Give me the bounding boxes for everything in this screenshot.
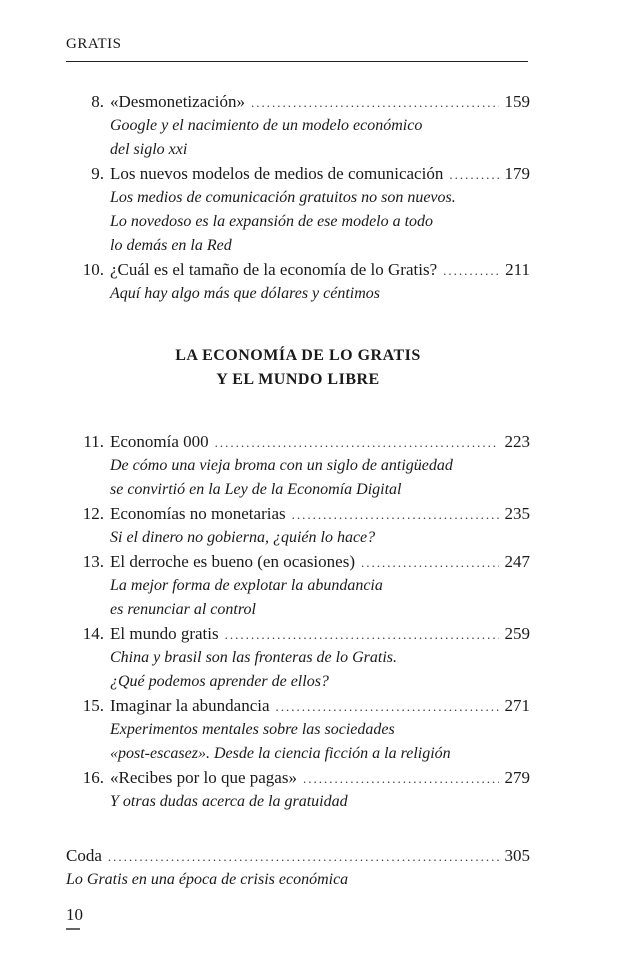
toc-entry	[66, 430, 530, 502]
toc-entry-page: 223	[504, 432, 530, 451]
section-heading-line-2: Y EL MUNDO LIBRE	[216, 371, 380, 388]
running-head: GRATIS	[66, 36, 122, 52]
toc-entry-subtitle: Si el dinero no gobierna, ¿quién lo hace?	[110, 529, 376, 546]
toc-part-2	[66, 430, 530, 814]
toc-entry-number: 11.	[83, 432, 104, 451]
header-rule	[66, 61, 528, 62]
toc-entry-subtitle: Aquí hay algo más que dólares y céntimos	[110, 285, 381, 302]
toc-entry-title: Economías no monetarias	[110, 504, 286, 523]
toc-entry-subtitle: Los medios de comunicación gratuitos no son nuevos.	[110, 189, 456, 206]
toc-entry-title: El mundo gratis	[110, 624, 219, 643]
toc-entry-page: 211	[505, 260, 530, 279]
toc-entry-title: ¿Cuál es el tamaño de la economía de lo Gratis?	[110, 260, 438, 279]
toc-entry-subtitle: Y otras dudas acerca de la gratuidad	[110, 793, 348, 810]
toc-entry-title: «Recibes por lo que pagas»	[110, 768, 297, 787]
toc-entry-subtitle: De cómo una vieja broma con un siglo de antigüedad	[110, 457, 453, 474]
toc-entry	[66, 550, 530, 622]
toc-entry-number: 15.	[82, 696, 104, 715]
toc-entry-number: 14.	[82, 624, 104, 643]
dot-leader	[292, 503, 499, 527]
toc-entry-line	[66, 622, 530, 646]
toc-entry-subtitle: Lo Gratis en una época de crisis económica	[66, 871, 349, 888]
dot-leader	[225, 623, 499, 647]
toc-entry-title: Los nuevos modelos de medios de comunicación	[110, 164, 444, 183]
footer-mark	[66, 928, 80, 930]
section-heading-line-1: LA ECONOMÍA DE LO GRATIS	[175, 347, 421, 364]
toc-entry-subtitle: China y brasil son las fronteras de lo Gratis.	[110, 649, 397, 666]
toc-entry-title: «Desmonetización»	[110, 92, 246, 111]
dot-leader	[449, 163, 498, 187]
toc-entry	[66, 162, 530, 258]
toc-entry-subtitle: La mejor forma de explotar la abundancia	[110, 577, 383, 594]
toc-entry-title: Economía 000	[110, 432, 209, 451]
toc-entry-page: 271	[504, 696, 530, 715]
toc-entry-line	[66, 844, 530, 868]
toc-entry-page: 235	[504, 504, 530, 523]
toc-entry-line	[66, 766, 530, 790]
toc-entry-page: 279	[504, 768, 530, 787]
toc-entry	[66, 622, 530, 694]
toc-entry-subtitle: es renunciar al control	[110, 601, 256, 618]
dot-leader	[215, 431, 499, 455]
toc-entry	[66, 90, 530, 162]
dot-leader	[276, 695, 499, 719]
table-of-contents	[66, 90, 530, 892]
toc-entry	[66, 502, 530, 550]
toc-entry-number: 12.	[82, 504, 104, 523]
dot-leader	[108, 845, 499, 869]
toc-entry-page: 259	[504, 624, 530, 643]
toc-entry-subtitle: Google y el nacimiento de un modelo económico	[110, 117, 423, 134]
toc-entry-subtitle: «post-escasez». Desde la ciencia ficción a la religión	[110, 745, 451, 762]
toc-entry-line	[66, 430, 530, 454]
toc-entry-subtitle: se convirtió en la Ley de la Economía Digital	[110, 481, 402, 498]
toc-entry-number: 8.	[91, 92, 104, 111]
toc-entry-coda	[66, 844, 530, 892]
toc-entry-title: El derroche es bueno (en ocasiones)	[110, 552, 355, 571]
toc-entry-page: 305	[504, 846, 530, 865]
dot-leader	[361, 551, 499, 575]
toc-entry-line	[66, 90, 530, 114]
dot-leader	[303, 767, 499, 791]
toc-entry-subtitle: ¿Qué podemos aprender de ellos?	[110, 673, 329, 690]
dot-leader	[251, 91, 498, 115]
toc-entry-line	[66, 502, 530, 526]
dot-leader	[443, 259, 499, 283]
toc-entry-subtitle: lo demás en la Red	[110, 237, 232, 254]
toc-entry-line	[66, 694, 530, 718]
toc-entry	[66, 258, 530, 306]
toc-entry-number: 13.	[82, 552, 104, 571]
toc-entry-line	[66, 162, 530, 186]
toc-entry-title: Imaginar la abundancia	[110, 696, 270, 715]
toc-part-1	[66, 90, 530, 306]
toc-entry-subtitle: Experimentos mentales sobre las sociedades	[110, 721, 395, 738]
toc-entry-number: 9.	[91, 164, 104, 183]
section-heading	[66, 344, 530, 392]
toc-entry-number: 10.	[82, 260, 104, 279]
toc-entry	[66, 694, 530, 766]
toc-entry-line	[66, 550, 530, 574]
toc-entry-line	[66, 258, 530, 282]
toc-entry-page: 247	[504, 552, 530, 571]
toc-entry-number: 16.	[82, 768, 104, 787]
toc-entry-subtitle: Lo novedoso es la expansión de ese modelo a todo	[110, 213, 434, 230]
toc-entry-title: Coda	[66, 846, 102, 865]
page-number: 10	[66, 905, 83, 924]
toc-entry	[66, 766, 530, 814]
toc-entry-subtitle: del siglo xxi	[110, 141, 188, 158]
toc-entry-page: 159	[504, 92, 530, 111]
toc-entry-page: 179	[504, 164, 530, 183]
